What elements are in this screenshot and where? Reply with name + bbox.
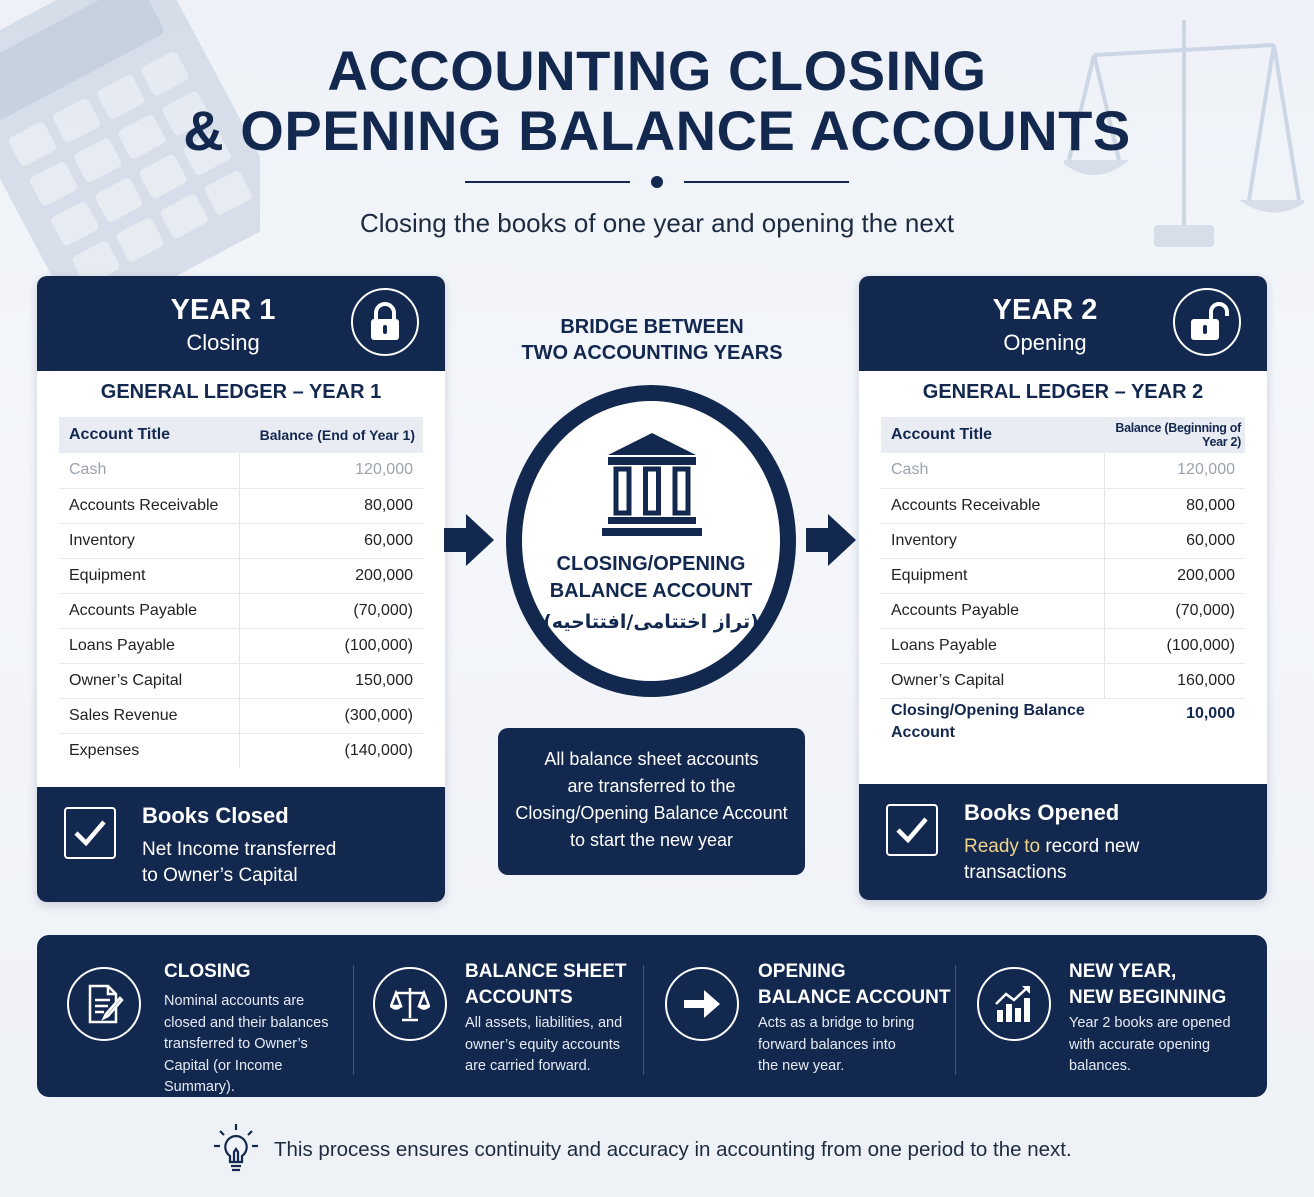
circle-title: CLOSING/OPENING BALANCE ACCOUNT <box>549 553 753 602</box>
year2-label: YEAR 2 <box>992 294 1098 326</box>
table-row: Loans Payable (100,000) <box>59 628 423 663</box>
summary-opening <box>643 935 955 1097</box>
table-row: Accounts Receivable 80,000 <box>881 488 1245 523</box>
table-row: Inventory 60,000 <box>881 523 1245 558</box>
year1-ledger-card <box>37 276 445 902</box>
summary-new-year <box>955 935 1267 1097</box>
closing-opening-account-circle <box>506 385 796 697</box>
col-account-title: Account Title <box>59 417 239 453</box>
table-row: Owner’s Capital 160,000 <box>881 663 1245 698</box>
books-closed-desc: Net Income transferred to Owner’s Capital <box>142 839 337 886</box>
books-opened-desc: Ready to record new transactions <box>964 836 1140 883</box>
year2-card-footer <box>859 784 1267 900</box>
footer-tip <box>212 1120 1112 1180</box>
table-row: Accounts Payable (70,000) <box>59 593 423 628</box>
year2-ledger-table <box>881 417 1245 746</box>
year2-phase: Opening <box>1003 330 1087 355</box>
year1-card-header <box>37 276 445 371</box>
checkbox-icon <box>886 804 938 856</box>
table-row: Expenses (140,000) <box>59 733 423 768</box>
table-row: Owner’s Capital 150,000 <box>59 663 423 698</box>
col-balance: Balance (End of Year 1) <box>239 417 423 453</box>
table-row: Inventory 60,000 <box>59 523 423 558</box>
year1-ledger-title: GENERAL LEDGER – YEAR 1 <box>100 381 382 403</box>
growth-chart-icon <box>977 967 1051 1041</box>
year1-label: YEAR 1 <box>170 294 276 326</box>
books-opened-title: Books Opened <box>964 800 1120 825</box>
summary-desc: Nominal accounts are closed and their balances transferred to Owner’s Capital (or Income Summary). <box>164 993 329 1095</box>
page-title-line2: & OPENING BALANCE ACCOUNTS <box>183 99 1131 162</box>
year2-ledger-card <box>859 276 1267 900</box>
year1-ledger-table <box>59 417 423 768</box>
transfer-note: All balance sheet accounts are transferred to the Closing/Opening Balance Account to start the new year <box>498 728 805 875</box>
summary-title: OPENING BALANCE ACCOUNT <box>758 961 951 1008</box>
year1-phase: Closing <box>186 330 260 355</box>
table-row: Loans Payable (100,000) <box>881 628 1245 663</box>
lightbulb-icon <box>212 1122 260 1178</box>
bank-icon <box>602 431 702 541</box>
table-row: Accounts Receivable 80,000 <box>59 488 423 523</box>
table-row-closing-opening: Closing/Opening Balance Account 10,000 <box>891 702 1235 742</box>
summary-title: NEW YEAR, NEW BEGINNING <box>1069 961 1227 1008</box>
year2-card-header <box>859 276 1267 371</box>
checkbox-icon <box>64 807 116 859</box>
table-row: Accounts Payable (70,000) <box>881 593 1245 628</box>
circle-farsi-label: (تراز اختتامی/افتتاحیه) <box>543 611 759 633</box>
table-row: Cash 120,000 <box>881 453 1245 488</box>
page-title-line1: ACCOUNTING CLOSING <box>327 39 987 102</box>
year1-card-footer <box>37 787 445 902</box>
summary-title: CLOSING <box>164 961 251 982</box>
year2-ledger-title: GENERAL LEDGER – YEAR 2 <box>922 381 1204 403</box>
summary-title: BALANCE SHEET ACCOUNTS <box>465 961 627 1008</box>
table-row: Sales Revenue (300,000) <box>59 698 423 733</box>
col-balance: Balance (Beginning of Year 2) <box>1104 417 1245 453</box>
arrow-right-icon <box>665 967 739 1041</box>
table-row: Equipment 200,000 <box>59 558 423 593</box>
table-row: Equipment 200,000 <box>881 558 1245 593</box>
lock-closed-icon <box>351 288 419 356</box>
summary-desc: All assets, liabilities, and owner’s equity accounts are carried forward. <box>465 1015 623 1074</box>
summary-desc: Year 2 books are opened with accurate opening balances. <box>1069 1015 1231 1074</box>
summary-band <box>37 935 1267 1097</box>
col-account-title: Account Title <box>881 417 1104 453</box>
scales-icon <box>373 967 447 1041</box>
arrow-right-icon <box>806 514 858 566</box>
page-subtitle: Closing the books of one year and opening the next <box>359 208 955 238</box>
summary-desc: Acts as a bridge to bring forward balances into the new year. <box>758 1015 915 1074</box>
lock-open-icon <box>1173 288 1241 356</box>
tip-text: This process ensures continuity and accuracy in accounting from one period to the next. <box>274 1138 1072 1161</box>
title-divider <box>465 175 849 189</box>
table-row: Cash 120,000 <box>59 453 423 488</box>
bridge-heading: BRIDGE BETWEEN TWO ACCOUNTING YEARS <box>521 316 783 364</box>
document-pen-icon <box>67 967 141 1041</box>
summary-balance-sheet <box>353 935 643 1097</box>
books-closed-title: Books Closed <box>142 803 289 828</box>
arrow-right-icon <box>444 514 496 566</box>
summary-closing <box>37 935 353 1097</box>
